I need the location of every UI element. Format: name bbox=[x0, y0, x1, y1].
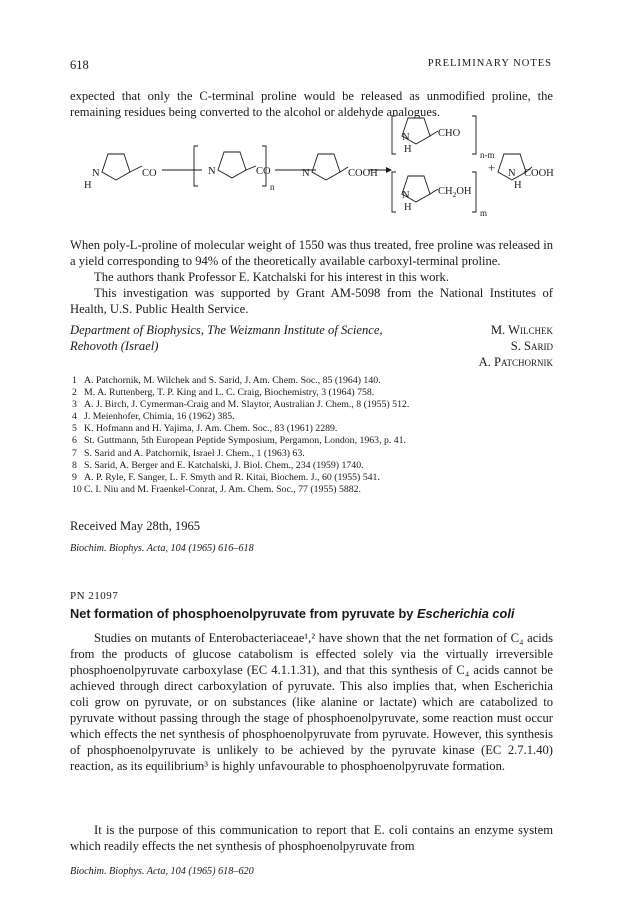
reference-item: 5 K. Hofmann and H. Yajima, J. Am. Chem. Soc., 83 (1961) 2289. bbox=[72, 423, 338, 435]
page-number: 618 bbox=[70, 58, 89, 72]
author-list bbox=[479, 322, 553, 370]
sub-m: m bbox=[480, 208, 488, 218]
n-label-3: N bbox=[302, 168, 310, 179]
affiliation-line-2: Rehovoth (Israel) bbox=[70, 339, 159, 353]
body-paragraph-1: Studies on mutants of Enterobacteriaceae¹,² have shown that the net formation of C₄ acids from the products of glucose catabolism is effected solely via the virtually irreversible phosphoenolpyruvate carboxylase (EC 4.1.1.31), and that this synthesis of C₄ acids cannot be achieved through direct carboxylation of pyruvate. This also implies that, when Escherichia coli grow on pyruvate, or on substances (like alanine or lactate) which are catabolized to pyruvate without passing through the stage of phosphoenolpyruvate, some reaction must occur which effects the net synthesis of phosphoenolpyruvate from pyruvate. However, this synthesis of phosphoenolpyruvate is unlikely to be achieved by the pyruvate kinase (EC 2.7.1.40) reaction, as its equilibrium³ is highly unfavourable to phosphoenolpyruvate formation. bbox=[70, 631, 553, 773]
reference-item: 4 J. Meienhofer, Chimia, 16 (1962) 385. bbox=[72, 411, 235, 423]
reference-item: 2 M. A. Ruttenberg, T. P. King and L. C. Craig, Biochemistry, 3 (1964) 758. bbox=[72, 387, 375, 399]
reference-list bbox=[72, 375, 553, 496]
h-label-4: H bbox=[404, 144, 412, 155]
reference-item: 3 A. J. Birch, J. Cymerman-Craig and M. Slaytor, Australian J. Chem., 8 (1955) 512. bbox=[72, 399, 410, 411]
reference-item: 1 A. Patchornik, M. Wilchek and S. Sarid, J. Am. Chem. Soc., 85 (1964) 140. bbox=[72, 375, 381, 386]
n-label-6: N bbox=[508, 168, 516, 179]
co-label-1: CO bbox=[142, 168, 157, 179]
author-2: S. Sarid bbox=[510, 339, 553, 353]
bracket-4 bbox=[472, 116, 476, 154]
bond-3 bbox=[246, 166, 256, 170]
n-label-2: N bbox=[208, 166, 216, 177]
bracket-5 bbox=[392, 172, 396, 212]
plus-sign: + bbox=[488, 160, 496, 175]
sub-n: n bbox=[270, 182, 275, 192]
page-header bbox=[70, 58, 552, 74]
reaction-scheme bbox=[80, 116, 554, 220]
author-1: M. Wilchek bbox=[490, 323, 553, 337]
bond-1 bbox=[130, 166, 142, 172]
reference-item: 7 S. Sarid and A. Patchornik, Israel J. Chem., 1 (1963) 63. bbox=[72, 447, 305, 459]
h-label-5: H bbox=[404, 202, 412, 213]
author-3: A. Patchornik bbox=[478, 355, 553, 369]
pn-number: PN 21097 bbox=[70, 590, 119, 602]
bracket-1 bbox=[194, 146, 198, 186]
affiliation-line-1: Department of Biophysics, The Weizmann Institute of Science, bbox=[70, 323, 383, 337]
ring-1 bbox=[102, 154, 130, 180]
affiliation-text bbox=[70, 322, 383, 354]
ring-2 bbox=[218, 152, 246, 178]
bond-5 bbox=[340, 167, 348, 172]
reference-item: 10 C. I. Niu and M. Fraenkel-Conrat, J. Am. Chem. Soc., 77 (1955) 5882. bbox=[72, 483, 362, 495]
reference-item: 9 A. P. Ryle, F. Sanger, L. F. Smyth and R. Kitai, Biochem. J., 60 (1955) 541. bbox=[72, 471, 380, 483]
bracket-3 bbox=[392, 116, 396, 154]
sub-nm: n-m bbox=[480, 150, 495, 160]
n-label-5: N bbox=[402, 190, 410, 201]
grant-paragraph: This investigation was supported by Grant AM-5098 from the National Institutes of Health, U.S. Public Health Service. bbox=[70, 286, 553, 316]
body-paragraph-2: It is the purpose of this communication to report that E. coli contains an enzyme system which readily effects the net synthesis of phosphoenolpyruvate from bbox=[70, 823, 553, 853]
co-label-2: CO bbox=[256, 166, 271, 177]
bond-7 bbox=[430, 189, 438, 194]
received-date: Received May 28th, 1965 bbox=[70, 519, 201, 533]
thanks-paragraph: The authors thank Professor E. Katchalski for his interest in this work. bbox=[94, 270, 450, 284]
running-title: PRELIMINARY NOTES bbox=[427, 58, 552, 69]
affiliation-block bbox=[70, 322, 553, 370]
ch2oh-label: $CH_2OH$ bbox=[438, 186, 472, 199]
bracket-6 bbox=[472, 172, 476, 212]
bond-6 bbox=[430, 131, 438, 136]
intro-paragraph: expected that only the C-terminal proline would be released as unmodified proline, the remaining residues being converted to the alcohol or aldehyde analogues. bbox=[70, 89, 553, 119]
reaction-arrow-head bbox=[386, 167, 392, 173]
reference-item: 8 S. Sarid, A. Berger and E. Katchalski, J. Biol. Chem., 234 (1959) 1740. bbox=[72, 459, 364, 471]
h-label-1: H bbox=[84, 180, 92, 191]
cooh-label-2: COOH bbox=[524, 168, 554, 179]
cooh-label-1: COOH bbox=[348, 168, 378, 179]
n-label-4: N bbox=[402, 132, 410, 143]
reference-item: 6 St. Guttmann, 5th European Peptide Symposium, Pergamon, London, 1963, p. 41. bbox=[72, 435, 407, 447]
article-title: Net formation of phosphoenolpyruvate from pyruvate by Escherichia coli bbox=[70, 606, 515, 621]
result-paragraph: When poly-L-proline of molecular weight of 1550 was thus treated, free proline was released in a yield corresponding to 94% of the theoretically available carboxyl-terminal proline. bbox=[70, 238, 553, 268]
ring-3 bbox=[312, 154, 340, 180]
h-label-6: H bbox=[514, 180, 522, 191]
journal-citation-2: Biochim. Biophys. Acta, 104 (1965) 618–620 bbox=[70, 866, 254, 877]
n-label-1: N bbox=[92, 168, 100, 179]
cho-label: CHO bbox=[438, 128, 461, 139]
journal-citation-1: Biochim. Biophys. Acta, 104 (1965) 616–618 bbox=[70, 543, 254, 554]
